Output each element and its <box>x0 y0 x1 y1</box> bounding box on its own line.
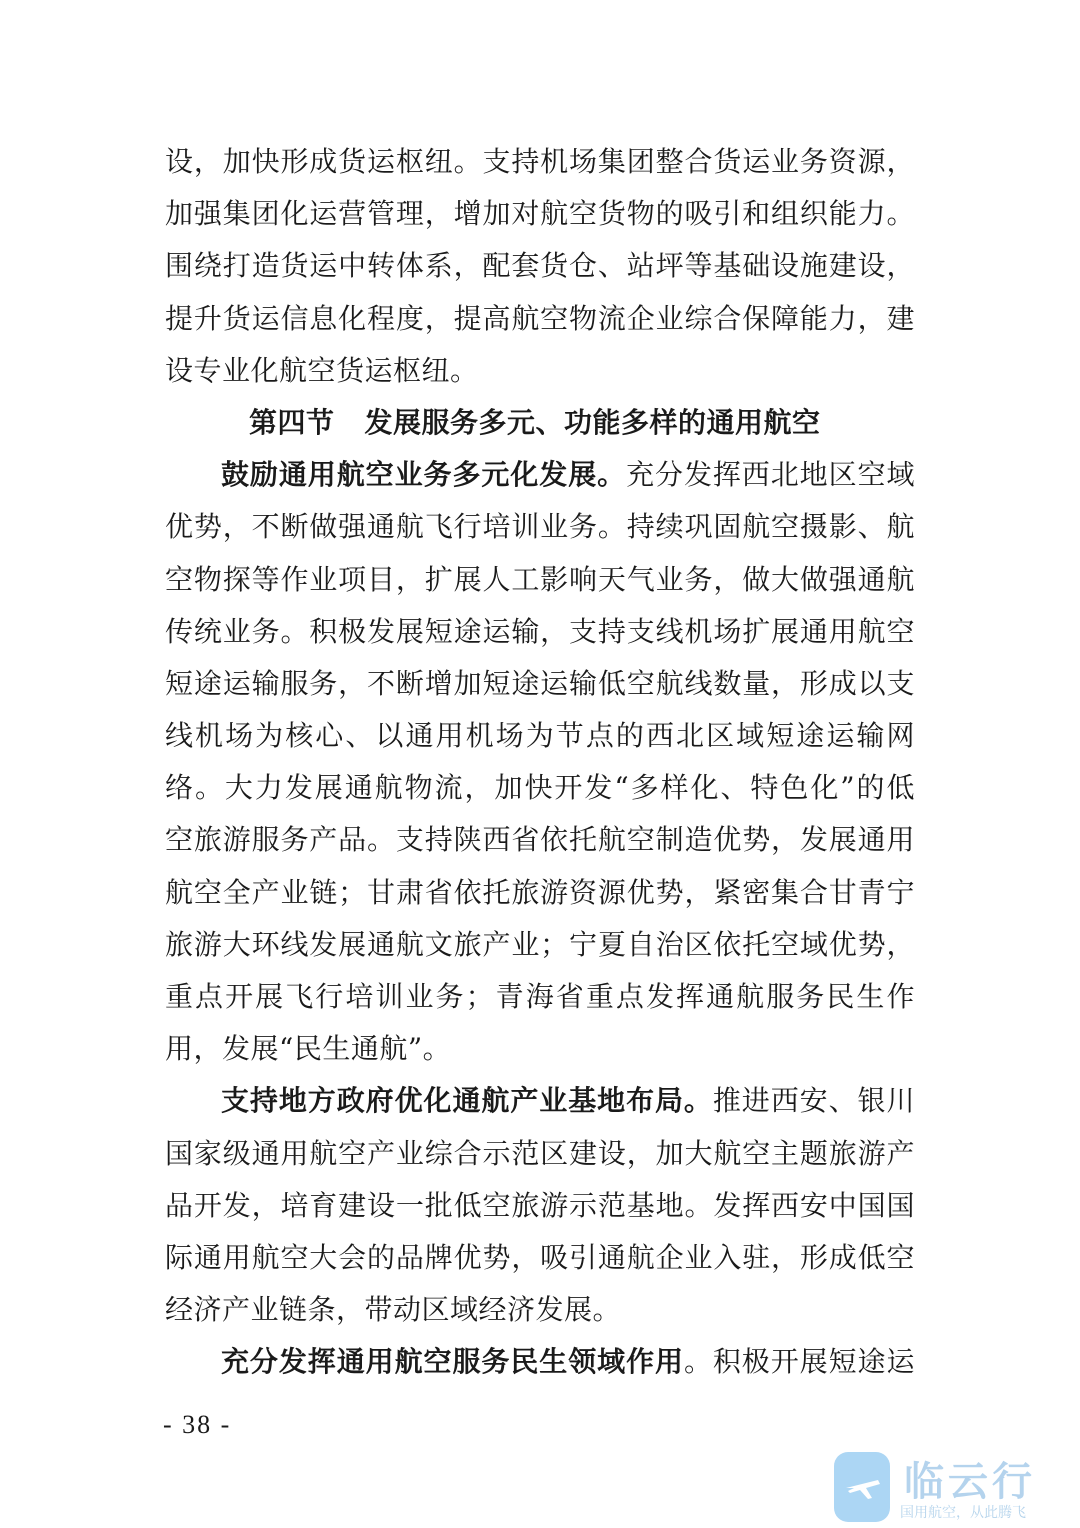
section-number: 第四节 <box>249 405 335 439</box>
text-run: 。积极开展短途运 <box>683 1345 915 1379</box>
text-line: 航空全产业链；甘肃省依托旅游资源优势，紧密集合甘青宁 <box>165 875 915 909</box>
text-line: 空物探等作业项目，扩展人工影响天气业务，做大做强通航 <box>165 562 915 596</box>
document-body <box>165 136 915 1389</box>
paragraph-first-line <box>165 1336 915 1388</box>
text-line: 品开发，培育建设一批低空旅游示范基地。发挥西安中国国 <box>165 1188 915 1222</box>
paragraph-lead: 鼓励通用航空业务多元化发展。 <box>221 458 627 492</box>
paragraph-lead: 充分发挥通用航空服务民生领域作用 <box>221 1345 684 1379</box>
text-run: 推进西安、银川 <box>712 1084 915 1118</box>
airplane-icon <box>834 1452 890 1522</box>
text-line: 空旅游服务产品。支持陕西省依托航空制造优势，发展通用 <box>165 823 915 857</box>
section-title: 发展服务多元、功能多样的通用航空 <box>364 405 821 439</box>
paragraph-lead: 支持地方政府优化通航产业基地布局。 <box>221 1084 713 1118</box>
paragraph-first-line <box>165 449 915 501</box>
watermark-title: 临云行 <box>904 1459 1036 1505</box>
text-line: 国家级通用航空产业综合示范区建设，加大航空主题旅游产 <box>165 1136 915 1170</box>
text-line: 优势，不断做强通航飞行培训业务。持续巩固航空摄影、航 <box>165 510 915 544</box>
text-line: 设，加快形成货运枢纽。支持机场集团整合货运业务资源， <box>165 145 915 178</box>
text-line: 传统业务。积极发展短途运输，支持支线机场扩展通用航空 <box>165 614 915 648</box>
watermark-logo <box>834 1452 1064 1524</box>
text-line: 提升货运信息化程度，提高航空物流企业综合保障能力，建 <box>165 301 915 335</box>
text-line: 经济产业链条，带动区域经济发展。 <box>165 1293 622 1327</box>
section-heading <box>165 397 915 449</box>
text-run: 充分发挥西北地区空域 <box>626 458 915 492</box>
text-line: 络。大力发展通航物流，加快开发“多样化、特色化”的低 <box>165 771 915 805</box>
watermark-slogan: 国用航空，从此腾飞 <box>900 1505 1026 1521</box>
text-line: 短途运输服务，不断增加短途运输低空航线数量，形成以支 <box>165 666 915 700</box>
text-line: 旅游大环线发展通航文旅产业；宁夏自治区依托空域优势， <box>165 927 915 961</box>
paragraph-first-line <box>165 1075 915 1127</box>
text-line: 围绕打造货运中转体系，配套货仓、站坪等基础设施建设， <box>165 249 915 283</box>
text-line: 设专业化航空货运枢纽。 <box>165 353 479 387</box>
text-line: 线机场为核心、以通用机场为节点的西北区域短途运输网 <box>165 719 915 753</box>
text-line: 用，发展“民生通航”。 <box>165 1032 452 1066</box>
text-line: 重点开展飞行培训业务；青海省重点发挥通航服务民生作 <box>165 980 915 1013</box>
text-line: 加强集团化运营管理，增加对航空货物的吸引和组织能力。 <box>165 197 915 231</box>
page-number: - 38 - <box>163 1410 232 1439</box>
text-line: 际通用航空大会的品牌优势，吸引通航企业入驻，形成低空 <box>165 1240 915 1274</box>
